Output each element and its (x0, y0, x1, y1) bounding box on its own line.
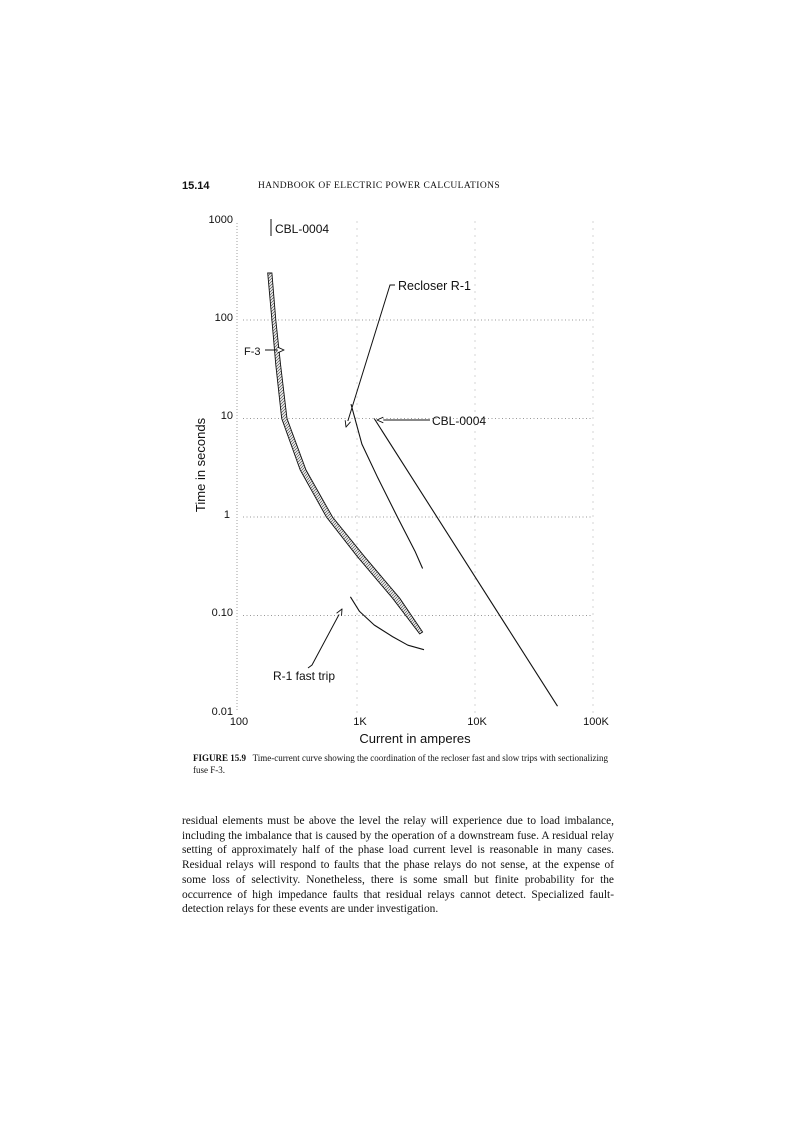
x-tick-label: 100 (229, 716, 249, 728)
running-title: HANDBOOK OF ELECTRIC POWER CALCULATIONS (258, 181, 501, 191)
fuse-f3-band (268, 273, 423, 634)
x-tick-labels (230, 716, 610, 728)
y-tick-label: 10 (220, 410, 233, 422)
body-paragraph: residual elements must be above the level the relay will experience due to load imbalance, including the imbalance that is caused by the operation of a downstream fuse. A residual relay setting of approximately half of the phase load current level is reasonable in many cases. Residual relays will respond to faults that the phase relays do not sense, at the expense of some loss of selectivity. Nonetheless, there is some small but finite probability for the occurrence of high impedance faults that residual relays cannot detect. Specialized fault-detection relays for these events are under investigation. (182, 815, 614, 916)
annotation-label: F-3 (244, 346, 261, 358)
y-tick-label: 1000 (208, 214, 233, 226)
y-axis-label: Time in seconds (193, 417, 208, 513)
x-tick-label: 100K (583, 716, 609, 728)
y-tick-label: 1 (223, 509, 230, 521)
body-text (182, 814, 614, 917)
y-tick-labels (209, 214, 233, 718)
page-header (182, 180, 612, 196)
cbl-0004-curve (374, 419, 557, 707)
x-tick-label: 1K (353, 716, 367, 728)
annotation-recloser (346, 279, 471, 427)
y-tick-label: 100 (214, 312, 233, 324)
annotation-cbl (377, 414, 486, 428)
annotation-label: R-1 fast trip (273, 669, 336, 683)
y-tick-label: 0.10 (211, 607, 233, 619)
annotation-label: CBL-0004 (432, 414, 487, 428)
series-lines (350, 404, 557, 706)
x-tick-label: 10K (467, 716, 487, 728)
annotation-fast-trip (273, 609, 342, 683)
figure-caption-text: Time-current curve showing the coordination of the recloser fast and slow trips with sectionalizing fuse F-3. (193, 753, 608, 775)
gridlines (243, 222, 593, 715)
figure-caption (193, 752, 611, 776)
x-axis-label: Current in amperes (359, 731, 471, 745)
legend-label: CBL-0004 (275, 222, 330, 236)
page-number: 15.14 (182, 180, 210, 192)
annotation-label: Recloser R-1 (398, 279, 471, 293)
time-current-chart (180, 205, 620, 745)
y-tick-label: 0.01 (211, 706, 233, 718)
recloser-slow-curve (351, 404, 423, 568)
figure-label: FIGURE 15.9 (193, 753, 247, 763)
